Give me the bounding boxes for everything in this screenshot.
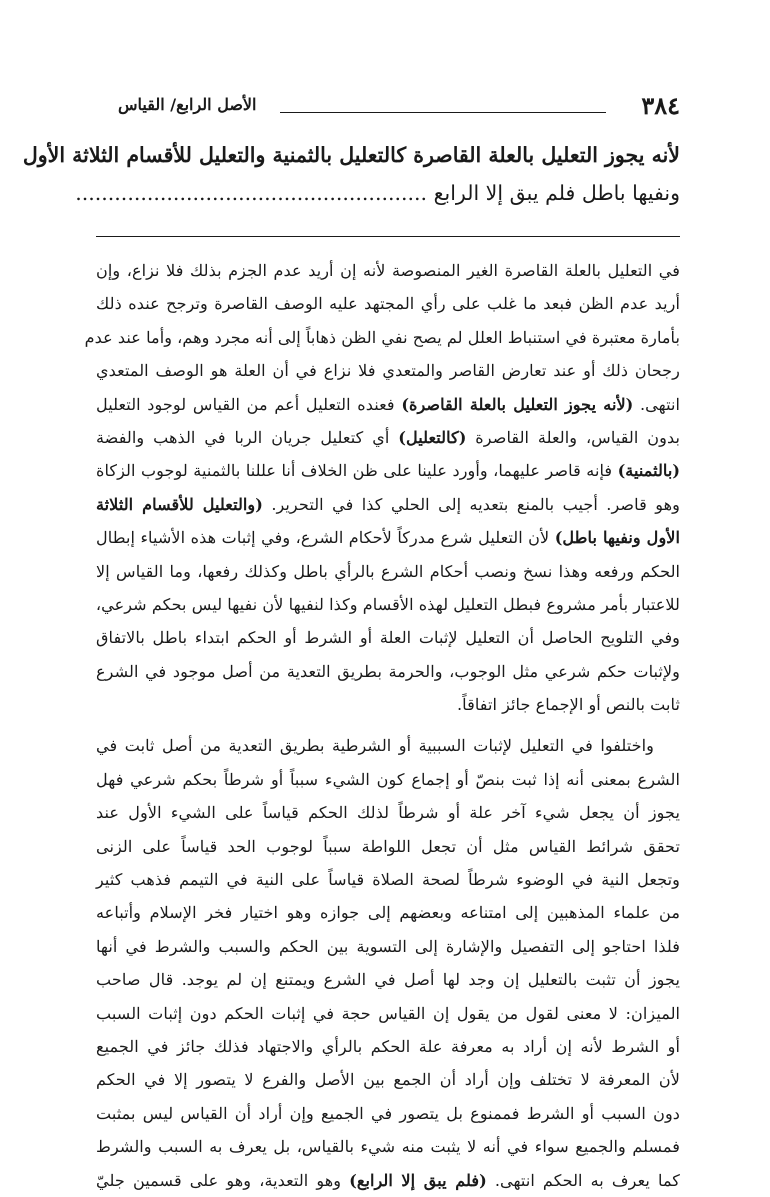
text-line: أريد عدم الظن فبعد ما غلب على رأي المجتهد عليه الوصف القاصرة وترجح عنده ذلك	[96, 294, 680, 314]
text-line: فلذا احتاجو إلى التفصيل والإشارة إلى التسوية بين الحكم والسبب والشرط في أنها	[96, 936, 680, 956]
matn-quote: (كالتعليل)	[398, 427, 467, 447]
text-line: بأمارة معتبرة في استنباط العلل لم يصح نفي الظن ذهاباً إلى أنه مجرد وهم، وأما عند عدم	[84, 327, 680, 347]
separator-rule	[96, 236, 680, 237]
sharh-text	[84, 254, 681, 1197]
text-line	[96, 521, 680, 554]
page-number: ٣٨٤	[641, 91, 680, 120]
text-line: الشرع بمعنى أنه إذا ثبت بنصّ أو إجماع كون الشيء سبباً أو شرطاً بحكم شرعي فهل	[96, 769, 680, 789]
header-rule	[280, 112, 606, 113]
matn-line	[75, 174, 680, 212]
text-line: أو الشرط لأنه إن أراد به معرفة علة الحكم بالرأي والاجتهاد فذلك جائز في الجميع	[96, 1036, 680, 1056]
text-run: فإنه قاصر عليهما، وأورد علينا على ظن الخلاف أنا عللنا بالثمنية لوجوب الزكاة	[96, 461, 618, 481]
text-line	[96, 488, 680, 521]
text-run: أي كتعليل جريان الربا في الذهب والفضة	[96, 427, 399, 447]
paragraph-gap	[96, 721, 680, 729]
text-run: وهو قاصر. أجيب بالمنع بتعديه إلى الحلي كذا في التحرير.	[262, 494, 680, 514]
text-run: انتهى.	[633, 394, 681, 414]
text-line	[96, 454, 680, 487]
text-run: وهو التعدية، وهو على قسمين جليّ	[96, 1170, 350, 1190]
text-line: فمسلم والجميع سواء في أنه لا يثبت منه شيء بالقياس، بل يعرف به السبب والشرط	[96, 1137, 680, 1157]
matn-quote: (لأنه يجوز التعليل بالعلة القاصرة)	[401, 394, 634, 414]
text-run: كما يعرف به الحكم انتهى.	[486, 1170, 681, 1190]
text-line: للاعتبار بأمر مشروع فبطل التعليل لهذه الأقسام وكذا لنفيها لأن نفيها ليس بحكم شرعي،	[95, 594, 680, 614]
running-title: الأصل الرابع/ القياس	[118, 95, 257, 114]
text-line: الميزان: لا معنى لقول من يقول إن القياس حجة في إثبات الحكم دون إثبات السبب	[96, 1003, 680, 1023]
text-line: في التعليل بالعلة القاصرة الغير المنصوصة لأنه إن أريد عدم الجزم بذلك فلا نزاع، وإن	[96, 261, 680, 280]
text-line: تحقق شرائط القياس مثل أن تجعل اللواطة سبباً لوجوب الحد قياساً على الزنى	[96, 836, 680, 856]
matn-quote: (بالثمنية)	[617, 461, 680, 481]
text-line: وفي التلويح الحاصل أن التعليل لإثبات العلة أو الشرط أو الحكم ابتداء باطل بالاتفاق	[96, 628, 680, 648]
matn-quote: (فلم يبق إلا الرابع)	[349, 1170, 487, 1190]
text-line: الحكم ورفعه وهذا نسخ ونصب أحكام الشرع بالرأي باطل وكذلك رفعها، وما القياس إلا	[96, 561, 680, 581]
text-line	[96, 1164, 680, 1197]
text-line	[96, 421, 680, 454]
matn-line	[22, 136, 680, 174]
text-line: من علماء المذهبين إلى امتناعه وبعضهم إلى جوازه وهو اختيار فخر الإسلام وأتباعه	[96, 903, 680, 923]
matn-text	[22, 136, 680, 212]
text-line: واختلفوا في التعليل لإثبات السببية أو الشرطية بطريق التعدية من أصل ثابت في	[96, 736, 654, 756]
page-header	[118, 92, 680, 122]
matn-quote: الأول ونفيها باطل)	[554, 528, 680, 548]
text-run: لأن التعليل شرع مدركاً لأحكام الشرع، وفي إثبات هذه الأشياء إبطال	[96, 528, 555, 548]
text-line: وتجعل النية في الوضوء شرطاً لصحة الصلاة قياساً على النية في التيمم فذهب كثير	[96, 870, 680, 890]
matn-quote: (والتعليل للأقسام الثلاثة	[96, 494, 263, 514]
text-line	[96, 388, 680, 421]
text-line: دون السبب أو الشرط فممنوع بل يتصور في الجميع وإن أراد أن القياس ليس بمثبت	[96, 1103, 680, 1123]
text-line: رجحان ذلك أو عند تعارض القاصر والمتعدي فلا نزاع في أن العلة هو الوصف المتعدي	[96, 361, 680, 381]
text-line: يجوز أن يجعل شيء آخر علة أو شرطاً لذلك الحكم قياساً على الشيء الأول عند	[96, 803, 680, 823]
text-line: يجوز أن تثبت بالتعليل إن وجد لها أصل في الشرع ويمتنع إن لم يوجد. قال صاحب	[96, 970, 680, 990]
text-line: لأن المعرفة لا تختلف وإن أراد أن الجمع بين الأصل والفرع لا يتصور إلا في الحكم	[96, 1070, 680, 1090]
matn-line-text: ونفيها باطل فلم يبق إلا الرابع ......................................................	[75, 181, 680, 205]
text-run: فعنده التعليل أعم من القياس لوجود التعليل	[96, 394, 402, 414]
text-line: ثابت بالنص أو الإجماع جائز اتفاقاً.	[457, 695, 680, 715]
matn-line-text: لأنه يجوز التعليل بالعلة القاصرة كالتعليل بالثمنية والتعليل للأقسام الثلاثة الأول	[22, 143, 680, 167]
text-run: بدون القياس، والعلة القاصرة	[466, 427, 680, 447]
text-line: ولإثبات حكم شرعي مثل الوجوب، والحرمة بطريق التعدية من أصل موجود في الشرع	[96, 661, 680, 681]
